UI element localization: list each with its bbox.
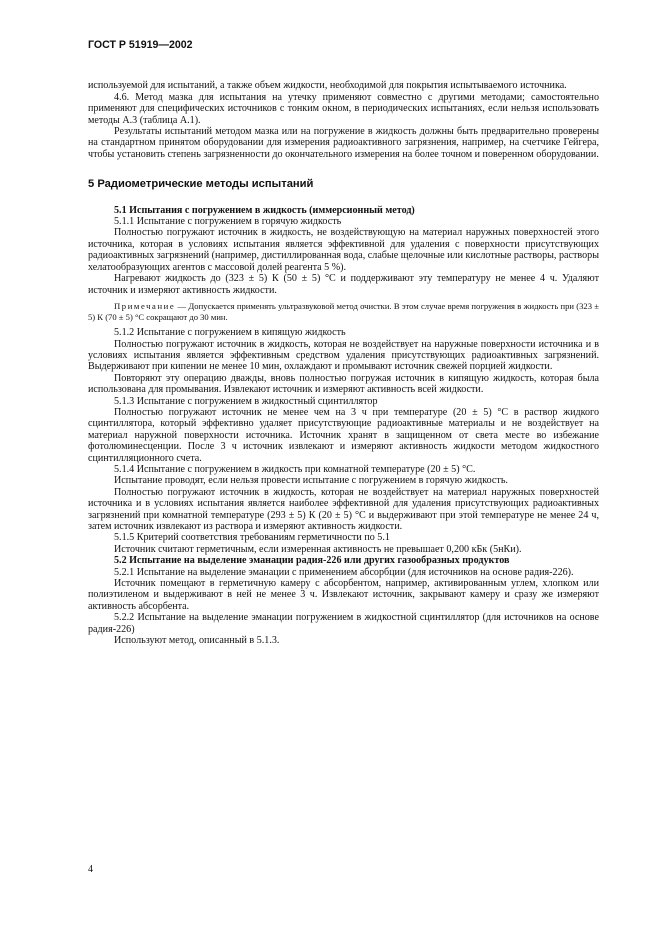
- page-number: 4: [88, 864, 93, 875]
- clause-title: 5.1.1 Испытание с погружением в горячую жидкость: [114, 216, 342, 228]
- paragraph: Полностью погружают источник не менее чем на 3 ч при температуре (20 ± 5) °С в раствор жидкого сцинтиллятора, который эффективно удаляет присутствующие радиоактивные материалы и не воздействует на материал наружной поверхности источника. Источник хранят в защищенном от света месте во избежание фотолюминесценции. После 3 ч источник извлекают и измеряют активность жидкости методом жидкостного сцинтилляционного счета.: [88, 406, 599, 464]
- paragraph: Полностью погружают источник в жидкость, которая не воздействует на материал наружных поверхностей источника и в условиях испытания является наиболее эффективной для удаления присутствующих радиоактивных загрязнений при комнатной температуре (293 ± 5) К (20 ± 5) °С и выдерживают при этой температуре не менее 24 ч, затем источник извлекают из раствора и измеряют активность жидкости.: [88, 486, 599, 532]
- paragraph: Повторяют эту операцию дважды, вновь полностью погружая источник в кипящую жидкость, которая была использована для промывания. Извлекают источник и измеряют активность всей жидкости.: [88, 372, 599, 396]
- clause-title: 5.2.2 Испытание на выделение эманации погружением в жидкостной сцинтиллятор (для источников на основе радия-226): [88, 612, 599, 635]
- subsection-heading: 5.2 Испытание на выделение эманации радия-226 или других газообразных продуктов: [114, 555, 510, 567]
- paragraph: Результаты испытаний методом мазка или на погружение в жидкость должны быть предварительно проверены на стандартном принятом оборудовании для измерения радиоактивного загрязнения, например, на счетчике Гейгера, чтобы установить степень загрязненности до окончательного измерения на более точном и поверенном оборудовании.: [88, 126, 599, 160]
- paragraph: Используют метод, описанный в 5.1.3.: [114, 635, 280, 647]
- paragraph: Источник помещают в герметичную камеру с абсорбентом, например, активированным углем, хлопком или полиэтиленом и выдерживают в ней не менее 3 ч. Извлекают источник, закрывают камеру и сразу же измеряют активность абсорбента.: [88, 578, 599, 612]
- clause-title: 5.1.3 Испытание с погружением в жидкостный сцинтиллятор: [114, 395, 378, 407]
- document-header: ГОСТ Р 51919—2002: [88, 39, 193, 51]
- clause-title: 5.2.1 Испытание на выделение эманации с применением абсорбции (для источников на основе радия-226).: [114, 566, 574, 578]
- clause-title: 5.1.4 Испытание с погружением в жидкость при комнатной температуре (20 ± 5) °С.: [114, 463, 476, 475]
- clause-title: 5.1.5 Критерий соответствия требованиям герметичности по 5.1: [114, 532, 390, 544]
- clause-title: 5.1.2 Испытание с погружением в кипящую жидкость: [114, 327, 346, 339]
- paragraph: Полностью погружают источник в жидкость, не воздействующую на материал наружных поверхностей этого источника, которая в условиях испытания является эффективной для удаления с поверхности присутствующих радиоактивных загрязнений (например, дистиллированная вода, слабые щелочные или кислотные растворы, растворы хелатообразующих агентов с массовой долей реагента 5 %).: [88, 227, 599, 273]
- paragraph: Источник считают герметичным, если измеренная активность не превышает 0,200 кБк (5нКи).: [114, 543, 522, 555]
- paragraph: 4.6. Метод мазка для испытания на утечку применяют совместно с другими методами; самостоятельно применяют для специфических источников с тонким окном, в периодических испытаниях, если нельзя использовать методы А.3 (таблица А.1).: [88, 91, 599, 126]
- paragraph: Полностью погружают источник в жидкость, которая не воздействует на наружные поверхности источника и в условиях испытания является эффективным средством удаления присутствующих радиоактивных загрязнений. Выдерживают при кипении не менее 10 мин, охлаждают и промывают источник свежей порцией жидкости.: [88, 338, 599, 373]
- paragraph: используемой для испытаний, а также объем жидкости, необходимой для покрытия испытываемого источника.: [88, 80, 567, 92]
- paragraph: Испытание проводят, если нельзя провести испытание с погружением в горячую жидкость.: [114, 475, 508, 487]
- note: [88, 301, 599, 322]
- section-heading: 5 Радиометрические методы испытаний: [88, 178, 314, 191]
- note-label: Примечание: [114, 300, 176, 311]
- note-text: — Допускается применять ультразвуковой метод очистки. В этом случае время погружения в жидкость при (323 ± 5) К (70 ± 5) °С сокращают до 30 мин.: [88, 300, 599, 322]
- paragraph: Нагревают жидкость до (323 ± 5) К (50 ± 5) °С и поддерживают эту температуру не менее 4 ч. Удаляют источник и измеряют активность жидкости.: [88, 273, 599, 296]
- subsection-heading: 5.1 Испытания с погружением в жидкость (иммерсионный метод): [114, 204, 415, 216]
